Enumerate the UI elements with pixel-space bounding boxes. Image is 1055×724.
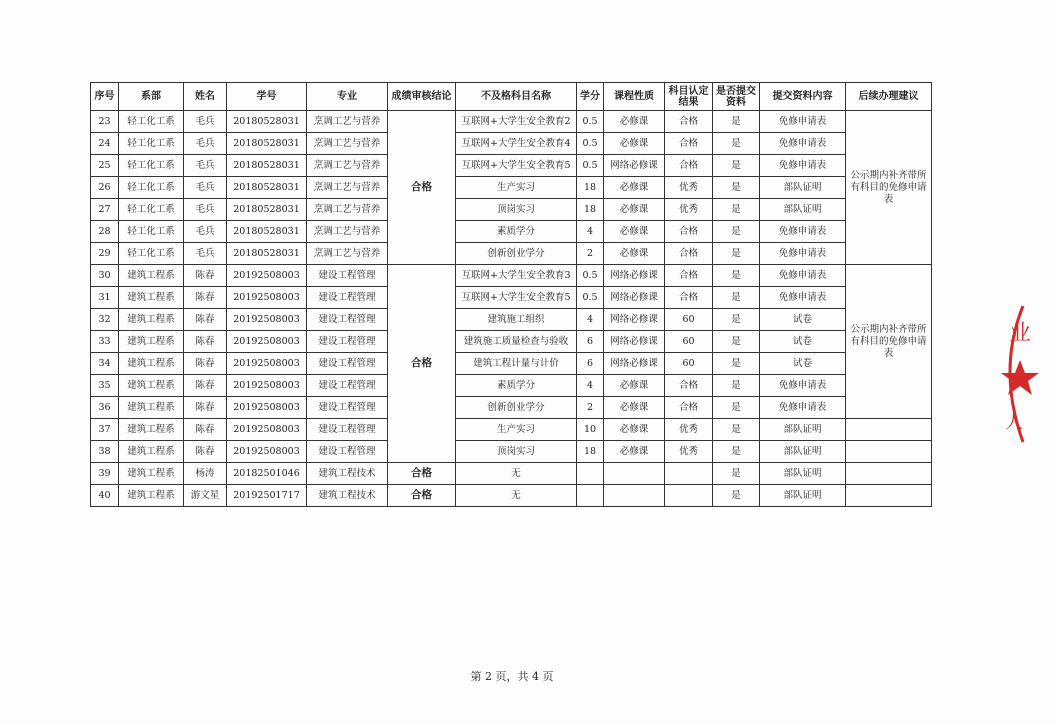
col-submitted: 是 xyxy=(713,353,760,375)
col-failed-course: 建筑工程计量与计价 xyxy=(456,353,577,375)
header-col-major: 专业 xyxy=(307,83,388,111)
col-student-id: 20192508003 xyxy=(227,353,307,375)
col-submitted: 是 xyxy=(713,265,760,287)
seal-star-icon xyxy=(1001,360,1039,395)
col-submitted: 是 xyxy=(713,331,760,353)
col-credit: 6 xyxy=(577,353,604,375)
table-row xyxy=(91,287,932,309)
col-failed-course: 素质学分 xyxy=(456,375,577,397)
col-major: 建设工程管理 xyxy=(307,375,388,397)
col-credit xyxy=(577,485,604,507)
col-suggestion xyxy=(846,485,932,507)
col-result: 优秀 xyxy=(665,441,713,463)
col-credit: 4 xyxy=(577,375,604,397)
col-credit: 18 xyxy=(577,177,604,199)
col-failed-course: 顶岗实习 xyxy=(456,199,577,221)
col-department: 建筑工程系 xyxy=(119,485,184,507)
col-student-id: 20192508003 xyxy=(227,309,307,331)
col-name: 毛兵 xyxy=(184,177,227,199)
table-row xyxy=(91,243,932,265)
col-result: 优秀 xyxy=(665,177,713,199)
col-result: 合格 xyxy=(665,133,713,155)
header-col-conclusion: 成绩审核结论 xyxy=(388,83,456,111)
col-index: 25 xyxy=(91,155,119,177)
suggestion-cell: 公示期内补齐带所有科目的免修申请表 xyxy=(846,265,932,419)
col-result: 合格 xyxy=(665,155,713,177)
col-failed-course: 互联网+大学生安全教育3 xyxy=(456,265,577,287)
col-course-type: 网络必修课 xyxy=(604,287,665,309)
col-student-id: 20192508003 xyxy=(227,331,307,353)
result-table xyxy=(90,82,932,507)
col-credit: 18 xyxy=(577,441,604,463)
col-name: 陈春 xyxy=(184,309,227,331)
col-materials: 试卷 xyxy=(760,353,846,375)
col-failed-course: 顶岗实习 xyxy=(456,441,577,463)
col-name: 毛兵 xyxy=(184,199,227,221)
col-department: 建筑工程系 xyxy=(119,375,184,397)
col-student-id: 20192508003 xyxy=(227,375,307,397)
col-materials: 免修申请表 xyxy=(760,133,846,155)
col-result: 合格 xyxy=(665,265,713,287)
col-failed-course: 互联网+大学生安全教育2 xyxy=(456,111,577,133)
col-result: 合格 xyxy=(665,287,713,309)
header-col-result: 科目认定结果 xyxy=(665,83,713,111)
col-department: 轻工化工系 xyxy=(119,221,184,243)
col-submitted: 是 xyxy=(713,397,760,419)
col-submitted: 是 xyxy=(713,375,760,397)
col-credit: 2 xyxy=(577,397,604,419)
col-course-type xyxy=(604,485,665,507)
header-col-failed-course: 不及格科目名称 xyxy=(456,83,577,111)
table-row xyxy=(91,221,932,243)
col-credit: 4 xyxy=(577,309,604,331)
col-index: 27 xyxy=(91,199,119,221)
col-student-id: 20180528031 xyxy=(227,133,307,155)
suggestion-cell xyxy=(846,441,932,463)
col-failed-course: 无 xyxy=(456,485,577,507)
col-index: 34 xyxy=(91,353,119,375)
col-index: 31 xyxy=(91,287,119,309)
col-submitted: 是 xyxy=(713,133,760,155)
col-materials: 部队证明 xyxy=(760,419,846,441)
col-course-type xyxy=(604,463,665,485)
table-row xyxy=(91,309,932,331)
col-index: 37 xyxy=(91,419,119,441)
col-result: 合格 xyxy=(665,243,713,265)
col-department: 建筑工程系 xyxy=(119,309,184,331)
col-materials: 部队证明 xyxy=(760,441,846,463)
col-department: 建筑工程系 xyxy=(119,441,184,463)
col-result: 优秀 xyxy=(665,199,713,221)
col-submitted: 是 xyxy=(713,309,760,331)
col-student-id: 20180528031 xyxy=(227,199,307,221)
col-failed-course: 互联网+大学生安全教育5 xyxy=(456,287,577,309)
col-submitted: 是 xyxy=(713,419,760,441)
page-footer: 第 2 页，共 4 页 xyxy=(470,670,554,683)
table-row xyxy=(91,419,932,441)
col-credit: 0.5 xyxy=(577,287,604,309)
col-course-type: 网络必修课 xyxy=(604,155,665,177)
col-course-type: 必修课 xyxy=(604,177,665,199)
col-index: 36 xyxy=(91,397,119,419)
table-row xyxy=(91,353,932,375)
col-name: 毛兵 xyxy=(184,243,227,265)
col-index: 32 xyxy=(91,309,119,331)
table-row xyxy=(91,177,932,199)
col-conclusion: 合格 xyxy=(388,485,456,507)
col-major: 建设工程管理 xyxy=(307,309,388,331)
col-student-id: 20192508003 xyxy=(227,287,307,309)
col-submitted: 是 xyxy=(713,463,760,485)
col-major: 烹调工艺与营养 xyxy=(307,221,388,243)
col-name: 陈春 xyxy=(184,265,227,287)
col-name: 陈春 xyxy=(184,331,227,353)
col-department: 建筑工程系 xyxy=(119,287,184,309)
col-name: 陈春 xyxy=(184,397,227,419)
col-course-type: 网络必修课 xyxy=(604,309,665,331)
col-name: 毛兵 xyxy=(184,155,227,177)
col-credit: 10 xyxy=(577,419,604,441)
header-col-submitted: 是否提交资料 xyxy=(713,83,760,111)
col-index: 38 xyxy=(91,441,119,463)
header-col-materials: 提交资料内容 xyxy=(760,83,846,111)
col-student-id: 20192508003 xyxy=(227,397,307,419)
header-col-credit: 学分 xyxy=(577,83,604,111)
col-major: 建设工程管理 xyxy=(307,397,388,419)
col-credit: 0.5 xyxy=(577,155,604,177)
col-name: 游文星 xyxy=(184,485,227,507)
col-index: 40 xyxy=(91,485,119,507)
col-result xyxy=(665,485,713,507)
col-failed-course: 无 xyxy=(456,463,577,485)
col-course-type: 网络必修课 xyxy=(604,353,665,375)
col-result: 60 xyxy=(665,353,713,375)
col-index: 23 xyxy=(91,111,119,133)
col-name: 陈春 xyxy=(184,353,227,375)
col-submitted: 是 xyxy=(713,111,760,133)
col-index: 28 xyxy=(91,221,119,243)
col-result: 合格 xyxy=(665,111,713,133)
col-department: 轻工化工系 xyxy=(119,155,184,177)
col-submitted: 是 xyxy=(713,485,760,507)
col-credit: 2 xyxy=(577,243,604,265)
col-student-id: 20180528031 xyxy=(227,155,307,177)
table-row xyxy=(91,485,932,507)
col-conclusion: 合格 xyxy=(388,463,456,485)
col-result: 优秀 xyxy=(665,419,713,441)
col-materials: 试卷 xyxy=(760,309,846,331)
table-row xyxy=(91,155,932,177)
col-failed-course: 建筑施工组织 xyxy=(456,309,577,331)
col-index: 35 xyxy=(91,375,119,397)
col-major: 烹调工艺与营养 xyxy=(307,133,388,155)
conclusion-cell: 合格 xyxy=(388,265,456,463)
header-col-index: 序号 xyxy=(91,83,119,111)
col-major: 建设工程管理 xyxy=(307,353,388,375)
col-failed-course: 创新创业学分 xyxy=(456,397,577,419)
table-row xyxy=(91,397,932,419)
col-student-id: 20180528031 xyxy=(227,221,307,243)
col-student-id: 20192508003 xyxy=(227,441,307,463)
col-department: 轻工化工系 xyxy=(119,199,184,221)
col-student-id: 20182501046 xyxy=(227,463,307,485)
col-student-id: 20180528031 xyxy=(227,111,307,133)
col-index: 33 xyxy=(91,331,119,353)
header-col-name: 姓名 xyxy=(184,83,227,111)
col-credit: 18 xyxy=(577,199,604,221)
col-materials: 免修申请表 xyxy=(760,375,846,397)
col-submitted: 是 xyxy=(713,287,760,309)
col-major: 烹调工艺与营养 xyxy=(307,243,388,265)
col-major: 建筑工程技术 xyxy=(307,463,388,485)
col-submitted: 是 xyxy=(713,243,760,265)
col-credit xyxy=(577,463,604,485)
col-department: 轻工化工系 xyxy=(119,111,184,133)
col-course-type: 必修课 xyxy=(604,441,665,463)
col-student-id: 20192501717 xyxy=(227,485,307,507)
col-failed-course: 生产实习 xyxy=(456,177,577,199)
col-department: 建筑工程系 xyxy=(119,331,184,353)
table-row xyxy=(91,441,932,463)
conclusion-cell: 合格 xyxy=(388,111,456,265)
col-failed-course: 建筑施工质量检查与验收 xyxy=(456,331,577,353)
col-course-type: 必修课 xyxy=(604,221,665,243)
col-major: 烹调工艺与营养 xyxy=(307,199,388,221)
table-row xyxy=(91,331,932,353)
seal-text: 业 xyxy=(1009,321,1032,346)
col-name: 杨涛 xyxy=(184,463,227,485)
col-major: 建设工程管理 xyxy=(307,287,388,309)
col-submitted: 是 xyxy=(713,199,760,221)
col-materials: 免修申请表 xyxy=(760,243,846,265)
header-col-course-type: 课程性质 xyxy=(604,83,665,111)
col-materials: 免修申请表 xyxy=(760,221,846,243)
col-suggestion xyxy=(846,463,932,485)
suggestion-cell xyxy=(846,419,932,441)
col-credit: 6 xyxy=(577,331,604,353)
col-submitted: 是 xyxy=(713,177,760,199)
col-result: 合格 xyxy=(665,221,713,243)
col-department: 轻工化工系 xyxy=(119,243,184,265)
col-index: 24 xyxy=(91,133,119,155)
col-failed-course: 创新创业学分 xyxy=(456,243,577,265)
col-name: 陈春 xyxy=(184,287,227,309)
col-failed-course: 生产实习 xyxy=(456,419,577,441)
col-materials: 免修申请表 xyxy=(760,397,846,419)
col-name: 毛兵 xyxy=(184,111,227,133)
col-major: 建设工程管理 xyxy=(307,265,388,287)
seal-text-bottom: 人 xyxy=(1005,412,1023,433)
col-course-type: 必修课 xyxy=(604,243,665,265)
col-course-type: 必修课 xyxy=(604,397,665,419)
col-materials: 免修申请表 xyxy=(760,111,846,133)
col-index: 39 xyxy=(91,463,119,485)
col-department: 建筑工程系 xyxy=(119,353,184,375)
col-course-type: 网络必修课 xyxy=(604,265,665,287)
red-seal-stamp xyxy=(995,300,1055,450)
col-name: 陈春 xyxy=(184,419,227,441)
table-row xyxy=(91,111,932,133)
col-result: 合格 xyxy=(665,375,713,397)
col-department: 建筑工程系 xyxy=(119,419,184,441)
col-credit: 0.5 xyxy=(577,265,604,287)
col-submitted: 是 xyxy=(713,441,760,463)
col-name: 毛兵 xyxy=(184,133,227,155)
header-row xyxy=(91,83,932,111)
col-index: 30 xyxy=(91,265,119,287)
col-name: 毛兵 xyxy=(184,221,227,243)
col-department: 建筑工程系 xyxy=(119,463,184,485)
col-student-id: 20192508003 xyxy=(227,419,307,441)
col-major: 烹调工艺与营养 xyxy=(307,177,388,199)
col-result: 60 xyxy=(665,309,713,331)
col-materials: 试卷 xyxy=(760,331,846,353)
col-credit: 0.5 xyxy=(577,111,604,133)
table-row xyxy=(91,199,932,221)
col-department: 轻工化工系 xyxy=(119,133,184,155)
col-materials: 部队证明 xyxy=(760,485,846,507)
col-failed-course: 素质学分 xyxy=(456,221,577,243)
col-result: 合格 xyxy=(665,397,713,419)
col-materials: 部队证明 xyxy=(760,177,846,199)
table-row xyxy=(91,265,932,287)
col-materials: 部队证明 xyxy=(760,463,846,485)
table-row xyxy=(91,463,932,485)
col-major: 建设工程管理 xyxy=(307,441,388,463)
col-major: 建筑工程技术 xyxy=(307,485,388,507)
col-department: 建筑工程系 xyxy=(119,397,184,419)
col-department: 轻工化工系 xyxy=(119,177,184,199)
col-major: 建设工程管理 xyxy=(307,419,388,441)
col-failed-course: 互联网+大学生安全教育5 xyxy=(456,155,577,177)
col-course-type: 必修课 xyxy=(604,375,665,397)
col-materials: 免修申请表 xyxy=(760,155,846,177)
col-materials: 部队证明 xyxy=(760,199,846,221)
col-major: 烹调工艺与营养 xyxy=(307,155,388,177)
col-name: 陈春 xyxy=(184,375,227,397)
col-result xyxy=(665,463,713,485)
col-credit: 0.5 xyxy=(577,133,604,155)
col-course-type: 网络必修课 xyxy=(604,331,665,353)
table-row xyxy=(91,375,932,397)
col-department: 建筑工程系 xyxy=(119,265,184,287)
col-credit: 4 xyxy=(577,221,604,243)
col-student-id: 20180528031 xyxy=(227,177,307,199)
header-col-student-id: 学号 xyxy=(227,83,307,111)
col-course-type: 必修课 xyxy=(604,133,665,155)
col-materials: 免修申请表 xyxy=(760,287,846,309)
col-failed-course: 互联网+大学生安全教育4 xyxy=(456,133,577,155)
col-major: 建设工程管理 xyxy=(307,331,388,353)
suggestion-cell: 公示期内补齐带所有科目的免修申请表 xyxy=(846,111,932,265)
col-student-id: 20180528031 xyxy=(227,243,307,265)
table-row xyxy=(91,133,932,155)
col-major: 烹调工艺与营养 xyxy=(307,111,388,133)
col-submitted: 是 xyxy=(713,155,760,177)
col-name: 陈春 xyxy=(184,441,227,463)
col-course-type: 必修课 xyxy=(604,419,665,441)
col-course-type: 必修课 xyxy=(604,199,665,221)
col-course-type: 必修课 xyxy=(604,111,665,133)
header-col-department: 系部 xyxy=(119,83,184,111)
col-student-id: 20192508003 xyxy=(227,265,307,287)
col-submitted: 是 xyxy=(713,221,760,243)
col-materials: 免修申请表 xyxy=(760,265,846,287)
col-index: 29 xyxy=(91,243,119,265)
col-index: 26 xyxy=(91,177,119,199)
col-result: 60 xyxy=(665,331,713,353)
header-col-suggestion: 后续办理建议 xyxy=(846,83,932,111)
